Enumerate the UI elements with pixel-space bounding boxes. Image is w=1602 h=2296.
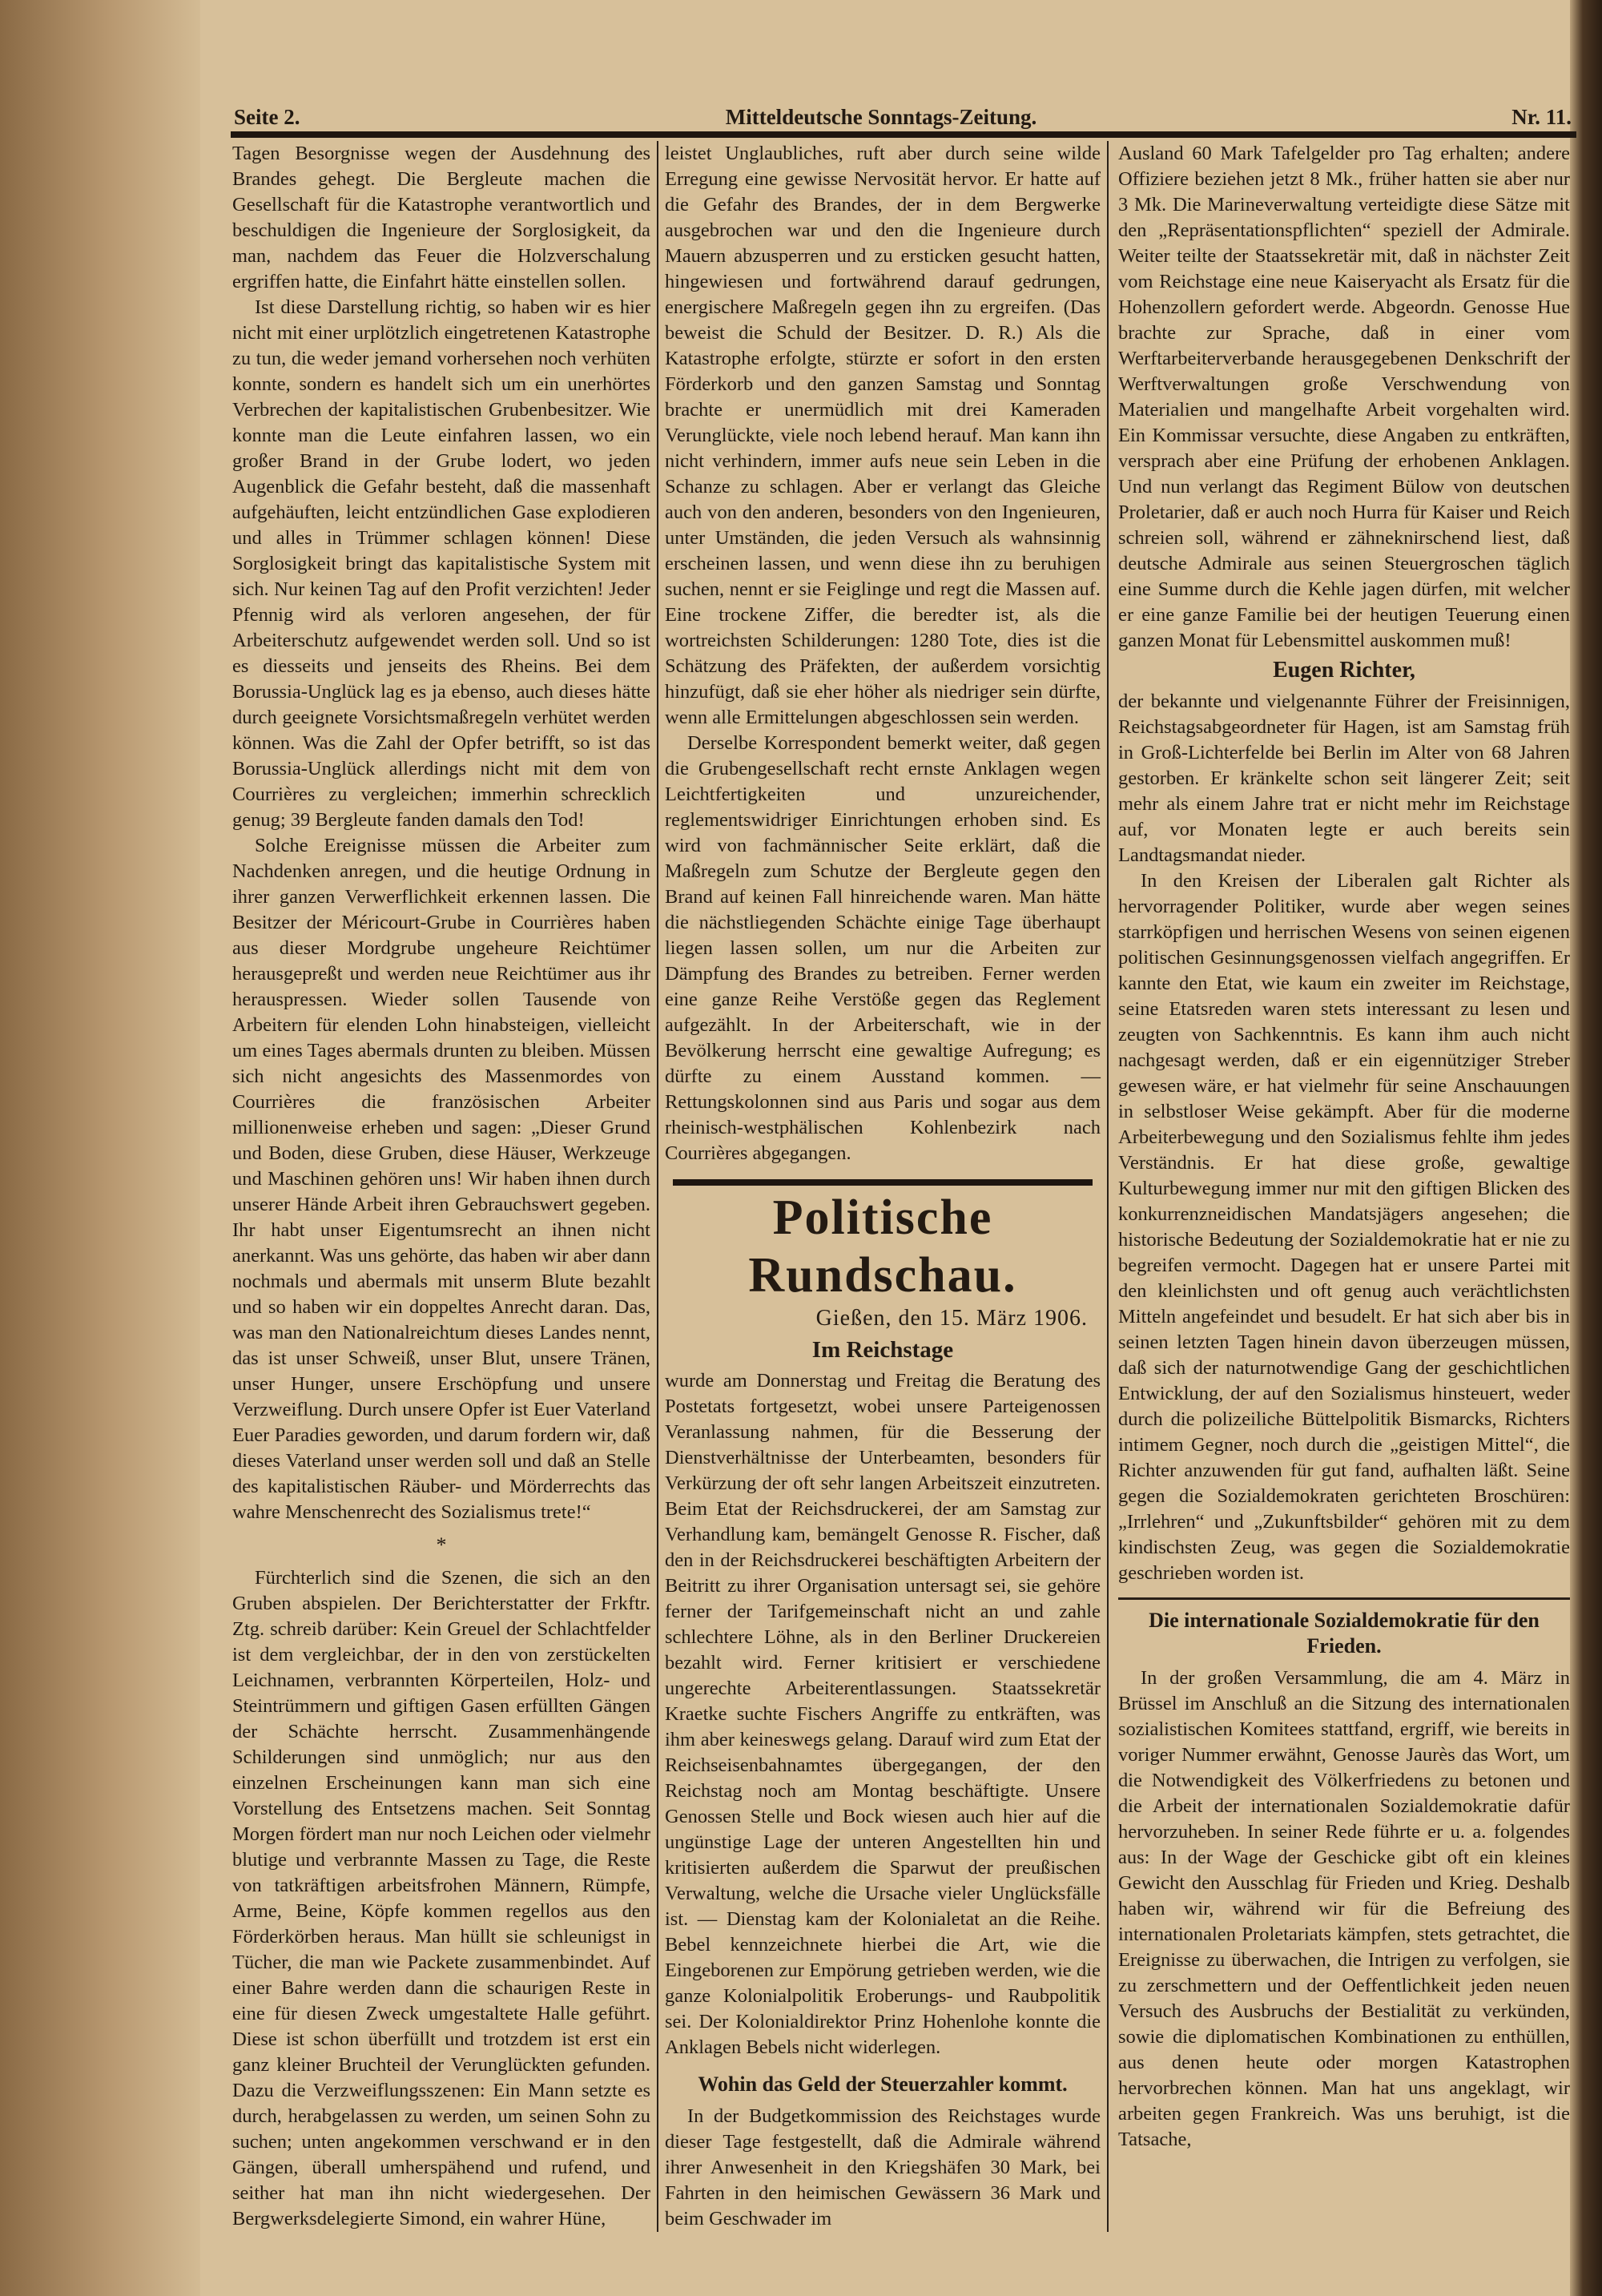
column-2	[658, 141, 1109, 2232]
section-rule	[673, 1179, 1093, 1186]
article-heading: Im Reichstage	[811, 1337, 954, 1363]
separator-asterisk: *	[436, 1533, 447, 1557]
paragraph: In der Budgetkommission des Reichstages wurde dieser Tage festgestellt, daß die Admirale während ihrer Anwesenheit in den Kriegshäfen 30 Mark, bei Fahrten in den heimischen Gewässern 36 Mark und beim Geschwader im	[665, 2105, 1101, 2230]
paragraph: der bekannte und vielgenannte Führer der Freisinnigen, Reichstagsabgeordneter für Hagen, ist am Samstag früh in Groß-Lichterfelde bei Berlin im Alter von 68 Jahren gestorben. Er kränkelte schon seit längerer Zeit; seit mehr als einem Jahre trat er nicht mehr im Reichstage auf, vor Monaten legte er auch bereits sein Landtagsmandat nieder.	[1118, 691, 1570, 866]
paragraph: Fürchterlich sind die Szenen, die sich an den Gruben abspielen. Der Berichterstatter der Frkftr. Ztg. schreib darüber: Kein Greuel der Schlachtfelder ist dem vergleichbar, der in den von zerstückelten Leichnamen, verbrannten Körperteilen, Holz- und Steintrümmern und giftigen Gasen erfüllten Gängen der Schächte herrscht. Zusammenhängende Schilderungen sind unmöglich; nur aus den einzelnen Erscheinungen kann man sich eine Vorstellung des Entsetzens machen. Seit Sonntag Morgen fördert man nur noch Leichen oder vielmehr blutige und verbrannte Massen zu Tage, die Reste von tatkräftigen arbeitsfrohen Männern, Rümpfe, Arme, Beine, Köpfe kommen regellos aus den Förderkörben heraus. Man hüllt sie schleunigst in Tücher, die man wie Packete zusammenbindet. Auf einer Bahre werden dann die schaurigen Reste in eine für diesen Zweck umgestaltete Halle geführt. Diese ist schon überfüllt und trotzdem ist erst ein ganz kleiner Bruchteil der Verunglückten gefunden. Dazu die Verzweiflungsszenen: Ein Mann setzte es durch, herabgelassen zu werden, um seinen Sohn zu suchen; unten angekommen verschwand er in den Gängen, überall umherspähend und rufend, und seither hat man ihn nicht wiedergesehen. Der Bergwerksdelegierte Simond, ein wahrer Hüne,	[232, 1567, 650, 2230]
article-columns	[232, 0, 1570, 2296]
book-binding	[1570, 0, 1602, 2296]
paragraph: Ausland 60 Mark Tafelgelder pro Tag erhalten; andere Offiziere beziehen jetzt 8 Mk., früher hatten sie aber nur 3 Mk. Die Marineverwaltung verteidigte diese Sätze mit den „Repräsentationspflichten“ speziell der Admirale. Weiter teilte der Staatssekretär mit, daß in nächster Zeit vom Reichstage eine neue Kaiseryacht als Ersatz für die Hohenzollern gefordert werde. Abgeordn. Genosse Hue brachte zur Sprache, daß in einer vom Werftarbeiterverbande herausgegebenen Denkschrift der Werftverwaltungen große Verschwendung von Materialien und mangelhafte Arbeit vorgehalten wird. Ein Kommissar versuchte, diese Angaben zu entkräften, versprach aber eine Prüfung der erhobenen Anklagen. Und nun verlangt das Regiment Bülow von deutschen Proletarier, daß er auch noch Hurra für Kaiser und Reich schreien soll, während er zähneknirschend liest, daß deutsche Admirale aus seinen Steuergroschen täglich eine Summe durch die Kehle jagen dürfen, mit welcher er eine ganze Familie bei der heutigen Teuerung einen ganzen Monat für Lebensmittel auskommen muß!	[1118, 143, 1570, 651]
paragraph: wurde am Donnerstag und Freitag die Beratung des Postetats fortgesetzt, wobei unsere Parteigenossen Veranlassung nahmen, für die Besserung der Dienstverhältnisse der Unterbeamten, besonders für Verkürzung der oft sehr langen Arbeitszeit einzutreten. Beim Etat der Reichsdruckerei, der am Samstag zur Verhandlung kam, bemängelt Genosse R. Fischer, daß den in der Reichsdruckerei beschäftigten Arbeitern der Beitritt zu ihrer Organisation untersagt sei, sie gehöre ferner der Tarifgemeinschaft nicht an und zahle schlechtere Löhne, als in den Berliner Druckereien bezahlt wird. Ferner kritisiert er verschiedene ungerechte Arbeiterentlassungen. Staatssekretär Kraetke suchte Fischers Angriffe zu entkräften, was ihm aber keineswegs gelang. Darauf wird zum Etat der Reichseisenbahnamtes übergegangen, der den Reichstag noch am Montag beschäftigte. Unsere Genossen Stelle und Bock wiesen auch hier auf die ungünstige Lage der unteren Angestellten hin und kritisierten außerdem die Sparwut der preußischen Verwaltung, welche die Ursache vieler Unglücksfälle ist. — Dienstag kam der Kolonialetat an die Reihe. Bebel kennzeichnete hierbei die Art, wie die Eingeborenen zur Empörung getrieben werden, wie die ganze Kolonialpolitik Eroberungs- und Raubpolitik sei. Der Kolonialdirektor Prinz Hohenlohe konnte die Anklagen Bebels nicht widerlegen.	[665, 1370, 1101, 2058]
section-rule	[1118, 1597, 1570, 1600]
newspaper-title: Mitteldeutsche Sonntags-Zeitung.	[725, 105, 1037, 129]
paragraph: leistet Unglaubliches, ruft aber durch seine wilde Erregung eine gewisse Nervosität hervor. Er hatte auf die Gefahr des Brandes, der in dem Bergwerke ausgebrochen war und den die Ingenieure durch Mauern abzusperren und zu ersticken gesucht hatten, hingewiesen und fortwährend darauf gedrungen, energischere Maßregeln gegen ihn zu ergreifen. (Das beweist die Schuld der Besitzer. D. R.) Als die Katastrophe erfolgte, stürzte er sofort in den ersten Förderkorb und den ganzen Samstag und Sonntag brachte er unermüdlich mit drei Kameraden Verunglückte, viele noch lebend herauf. Man kann ihn nicht verhindern, immer aufs neue sein Leben in die Schanze zu schlagen. Aber er verlangt das Gleiche auch von den anderen, besonders von den Ingenieuren, unter Umständen, die jeden Versuch als wahnsinnig erscheinen lassen, und wenn diese ihn zu beruhigen suchen, nennt er sie Feiglinge und regt die Massen auf. Eine trockene Ziffer, die beredter ist, als die wortreichsten Schilderungen: 1280 Tote, dies ist die Schätzung des Präfekten, der außerdem vorsichtig hinzufügt, daß sie eher höher als niedriger sein dürfte, wenn alle Ermittelungen abgeschlossen sein werden.	[665, 143, 1101, 728]
article-heading: Die internationale Sozialdemokratie für den Frieden.	[1149, 1609, 1540, 1658]
page-edge-left	[0, 0, 200, 2296]
page-number: Seite 2.	[234, 105, 300, 129]
issue-number: Nr. 11.	[1511, 105, 1572, 129]
dateline: Gießen, den 15. März 1906.	[815, 1306, 1088, 1331]
paragraph: In der großen Versammlung, die am 4. März in Brüssel im Anschluß an die Sitzung des internationalen sozialistischen Komitees stattfand, ergriff, wie bereits in voriger Nummer erwähnt, Genosse Jaurès das Wort, um die Notwendigkeit des Völkerfriedens zu betonen und die Arbeit der internationalen Sozialdemokratie dafür hervorzuheben. In seiner Rede führte er u. a. folgendes aus: In der Wage der Geschicke gibt oft ein kleines Gewicht den Ausschlag für Frieden und Krieg. Deshalb haben wir, während wir für die Befreiung des internationalen Proletariats kämpfen, stets getrachtet, die Ereignisse zu überwachen, die Intrigen zu verfolgen, sie zu zerschmettern und der Oeffentlichkeit jeden neuen Versuch des Ausbruchs der Bestialität zu verkünden, sowie die diplomatischen Kombinationen zu enthüllen, aus denen heute oder morgen Katastrophen hervorbrechen können. Man hat uns angeklagt, wir arbeiten gegen Frankreich. Was uns beruhigt, ist die Tatsache,	[1118, 1667, 1570, 2150]
column-3	[1109, 141, 1570, 2153]
paragraph: Tagen Besorgnisse wegen der Ausdehnung des Brandes gehegt. Die Bergleute machen die Gesellschaft für die Katastrophe verantwortlich und beschuldigen die Ingenieure der Sorglosigkeit, da man, nachdem das Feuer die Holzverschalung ergriffen hatte, die Einfahrt hätte einstellen sollen.	[232, 143, 650, 292]
article-heading: Eugen Richter,	[1273, 658, 1415, 683]
paragraph: Derselbe Korrespondent bemerkt weiter, daß gegen die Grubengesellschaft recht ernste Anklagen wegen Leichtfertigkeiten und unzureichender, reglementswidriger Einrichtungen erhoben sind. Es wird von fachmännischer Seite erklärt, daß die Maßregeln zum Schutze der Bergleute gegen den Brand auf keinen Fall hinreichende waren. Man hätte die nächstliegenden Schächte einige Tage überhaupt liegen lassen sollen, um nur die Arbeiten zur Dämpfung des Brandes zu betreiben. Ferner werden eine ganze Reihe Verstöße gegen das Reglement aufgezählt. In der Arbeiterschaft, wie in der Bevölkerung herrscht eine gewaltige Aufregung; es dürfte zu einem Ausstand kommen. — Rettungskolonnen sind aus Paris und sogar aus dem rheinisch-westphälischen Kohlenbezirk nach Courrières abgegangen.	[665, 732, 1101, 1164]
column-1	[232, 141, 658, 2232]
section-title: Politische Rundschau.	[748, 1190, 1017, 1303]
paragraph: In den Kreisen der Liberalen galt Richter als hervorragender Politiker, wurde aber wegen seines starrköpfigen und herrischen Wesens von seinen eigenen politischen Gesinnungsgenossen vielfach angegriffen. Er kannte den Etat, wie kaum ein zweiter im Reichstage, seine Etatsreden waren stets interessant zu lesen und zeugten von Sachkenntnis. Es kann ihm auch nicht nachgesagt werden, daß er ein eigennütziger Streber gewesen wäre, er hat vielmehr für seine Anschauungen in selbstloser Weise gekämpft. Aber für die moderne Arbeiterbewegung und den Sozialismus fehlte ihm jedes Verständnis. Er hat diese große, gewaltige Kulturbewegung immer nur mit den giftigen Blicken des konkurrenzneidischen Mandatsjägers angesehen; die historische Bedeutung der Sozialdemokratie hat er nie zu begreifen vermocht. Dagegen hat er unsere Partei mit den kleinlichsten und oft genug auch verächtlichsten Mitteln angefeindet und besudelt. Er hat sich aber bis in seinen letzten Tagen hinein davon überzeugen müssen, daß sich der naturnotwendige Gang der geschichtlichen Entwicklung, der auf den Sozialismus hinsteuert, weder durch die polizeiliche Büttelpolitik Bismarcks, Richters intimem Gegner, noch durch die „geistigen Mittel“, die Richter anzuwenden für gut fand, aufhalten läßt. Seine gegen die Sozialdemokraten gerichteten Broschüren: „Irrlehren“ und „Zukunftsbilder“ gehören mit zu dem kindischsten Zeug, was gegen die Sozialdemokratie geschrieben worden ist.	[1118, 870, 1570, 1584]
paragraph: Solche Ereignisse müssen die Arbeiter zum Nachdenken anregen, und die heutige Ordnung in ihrer ganzen Verwerflichkeit erkennen lassen. Die Besitzer der Méricourt-Grube in Courrières haben aus dieser Mordgrube ungeheure Reichtümer herausgepreßt und werden neue Reichtümer aus ihr herauspressen. Wieder sollen Tausende von Arbeitern für elenden Lohn hinabsteigen, vielleicht um eines Tages abermals drunten zu bleiben. Müssen sich nicht angesichts des Massenmordes von Courrières die französischen Arbeiter millionenweise erheben und sagen: „Dieser Grund und Boden, diese Gruben, diese Häuser, Werkzeuge und Maschinen gehören uns! Wir haben ihnen durch unserer Hände Arbeit ihren Gebrauchswert gegeben. Ihr habt unser Eigentumsrecht an ihnen nicht anerkannt. Was uns gehörte, das haben wir aber dann nochmals und abermals mit unserm Blute bezahlt und so haben wir ein doppeltes Anrecht daran. Das, was man den Nationalreichtum dieses Landes nennt, das ist unser Schweiß, unser Blut, unsere Tränen, unser Hunger, unsere Erschöpfung und unsere Verzweiflung. Durch unsere Opfer ist Euer Vaterland Euer Paradies geworden, und darum fordern wir, daß dieses Vaterland unser werden soll und daß an Stelle des kapitalistischen Räuber- und Mörderrechts das wahre Menschenrecht des Sozialismus trete!“	[232, 835, 650, 1523]
paragraph: Ist diese Darstellung richtig, so haben wir es hier nicht mit einer urplötzlich eingetretenen Katastrophe zu tun, die weder jemand vorhersehen noch verhüten konnte, sondern es handelt sich um ein unerhörtes Verbrechen der kapitalistischen Grubenbesitzer. Wie konnte man die Leute einfahren lassen, wo ein großer Brand in der Grube lodert, wo jeden Augenblick die Gefahr besteht, daß die massenhaft aufgehäuften, leicht entzündlichen Gase explodieren und alles in Trümmer schlagen können! Diese Sorglosigkeit bringt das kapitalistische System mit sich. Nur keinen Tag auf den Profit verzichten! Jeder Pfennig wird als verloren angesehen, der für Arbeiterschutz aufgewendet werden soll. Und so ist es diesseits und jenseits des Rheins. Bei dem Borussia-Unglück lag es ja ebenso, auch dieses hätte durch geeignete Vorsichtsmaßregeln verhütet werden können. Was die Zahl der Opfer betrifft, so ist das Borussia-Unglück allerdings nicht mit dem von Courrières zu vergleichen; immerhin schrecklich genug; 39 Bergleute fanden damals den Tod!	[232, 296, 650, 831]
article-heading: Wohin das Geld der Steuerzahler kommt.	[698, 2072, 1068, 2096]
